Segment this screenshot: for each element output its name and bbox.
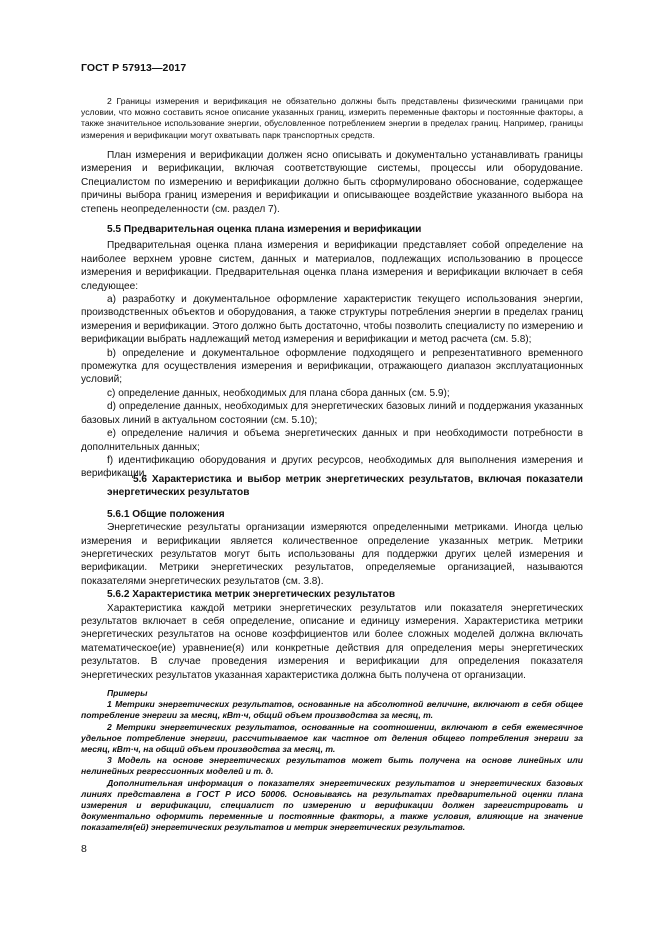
section-5-5-heading: 5.5 Предварительная оценка плана измерения и верификации bbox=[107, 224, 422, 235]
example-item: Дополнительная информация о показателях энергетических результатов и энергетических базовых линиях представлена в ГОСТ Р ИСО 50006. Основываясь на результатах предварительной оценки плана измерения и верификации, специалист по измерению и верификации должен зарегистрировать и документально оформить переменные и постоянные факторы, а также условия, влияющие на значение показателя(ей) энергетических результатов и метрик энергетических результатов. bbox=[81, 777, 583, 833]
document-header: ГОСТ Р 57913—2017 bbox=[81, 62, 187, 74]
section-5-6-heading: 5.6 Характеристика и выбор метрик энергетических результатов, включая показатели энергетических результатов bbox=[107, 474, 583, 499]
examples-title: Примеры bbox=[107, 688, 148, 698]
note-2-text: 2 Границы измерения и верификация не обязательно должны быть представлены физическими границами при условии, что можно составить ясное описание указанных границ, измерить переменные факторы и постоянные факторы, а также значительное использование энергии, обусловленное потреблением энергии в пределах границ. Например, границы измерения и верификации могут охватывать парк транспортных средств. bbox=[81, 96, 583, 140]
list-item: d) определение данных, необходимых для энергетических базовых линий и поддержания указанных базовых линий в актуальном состоянии (см. 5.10); bbox=[81, 401, 583, 426]
section-5-6-1-text: Энергетические результаты организации измеряются определенными метриками. Иногда целью измерения и верификации является количественное определение указанных метрик. Метрики энергетических результатов могут быть использованы для поддержки других целей измерения и верификации. Метрики энергетических результатов, определяемые организацией, называются показателями энергетических результатов (см. 3.8). bbox=[81, 522, 583, 587]
list-item: e) определение наличия и объема энергетических данных и при необходимости потребности в дополнительных данных; bbox=[81, 428, 583, 453]
section-5-5-intro: Предварительная оценка плана измерения и верификации представляет собой определение на наиболее верхнем уровне систем, данных и материалов, подлежащих использованию в процессе измерения и верификации. Предварительная оценка плана измерения и верификации включает в себя следующее: bbox=[81, 240, 583, 292]
example-item: 3 Модель на основе энергетических результатов может быть получена на основе линейных или нелинейных регрессионных моделей и т. д. bbox=[81, 755, 583, 777]
list-item: b) определение и документальное оформление подходящего и репрезентативного временного промежутка для осуществления измерения и верификации, отражающего диапазон эксплуатационных условий; bbox=[81, 347, 583, 386]
section-5-6-1-heading: 5.6.1 Общие положения bbox=[107, 508, 225, 520]
list-item: f) идентификацию оборудования и других ресурсов, необходимых для выполнения измерения и верификации. bbox=[81, 454, 583, 480]
plan-boundaries-text: План измерения и верификации должен ясно описывать и документально устанавливать границы измерения и верификации, включая соответствующие системы, процессы или оборудование. Специалистом по измерению и верификации должно быть сформулировано обоснование, содержащее причины выбора границ измерения и верификации и описывающее воздействие указанного выбора на степень неопределенности (см. раздел 7). bbox=[81, 150, 583, 215]
section-5-6-2-heading: 5.6.2 Характеристика метрик энергетических результатов bbox=[107, 589, 396, 601]
examples-block bbox=[81, 688, 583, 834]
note-2 bbox=[81, 96, 583, 141]
example-item: 1 Метрики энергетических результатов, основанные на абсолютной величине, включают в себя общее потребление энергии за месяц, кВт·ч, общий объем производства за месяц, т. bbox=[81, 699, 583, 721]
list-item: a) разработку и документальное оформление характеристик текущего использования энергии, производственных объектов и оборудования, а также структуры потребления энергии в пределах границ измерения и верификации. Этого должно быть достаточно, чтобы позволить специалисту по измерению и верификации выбрать надлежащий метод измерения и верификации и метод расчета (см. 5.8); bbox=[81, 294, 583, 346]
page-number: 8 bbox=[81, 843, 87, 855]
example-item: 2 Метрики энергетических результатов, основанные на соотношении, включают в себя ежемесячное удельное потребление энергии, рассчитываемое как частное от деления общего потребления энергии за месяц, кВт·ч, на общий объем производства за месяц, т. bbox=[81, 721, 583, 755]
section-5-5 bbox=[81, 223, 583, 481]
list-item: c) определение данных, необходимых для плана сбора данных (см. 5.9); bbox=[107, 387, 450, 399]
section-5-6-2-text: Характеристика каждой метрики энергетических результатов или показателя энергетических результатов включает в себя определение, описание и единицу измерения. Характеристика метрики энергетических результатов на основе коэффициентов или более сложных моделей должна включать математическое(ие) уравнение(я) или конкретные действия для определения меры энергетических результатов. В случае проведения измерения и верификации для определения показателя энергетических результатов указанная характеристика должна быть получена от организации. bbox=[81, 602, 583, 681]
section-5-6 bbox=[81, 473, 583, 682]
paragraph-plan-boundaries bbox=[81, 149, 583, 216]
